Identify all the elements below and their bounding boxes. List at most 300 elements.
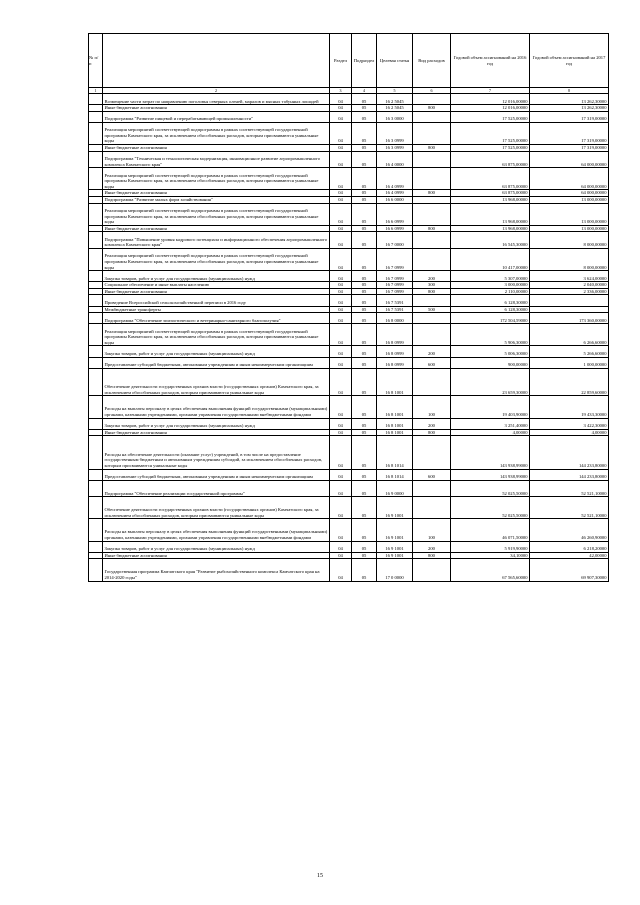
row-subsection-cell: 05 xyxy=(352,552,377,559)
table-row xyxy=(89,203,609,225)
row-amount-2016-cell: 16 545,30000 xyxy=(451,232,530,249)
header-col-subsection: Подраздел xyxy=(352,34,377,88)
row-amount-2016-cell: 3 000,00000 xyxy=(451,282,530,289)
row-expense-type-cell: 100 xyxy=(413,519,451,541)
row-name-cell: Возмещение части затрат по направлению поголовья северных оленей, маралов и мясных табунных лошадей xyxy=(103,94,330,105)
row-number-cell xyxy=(89,497,103,519)
row-amount-2017-cell: 4,00000 xyxy=(530,429,609,436)
row-target-cell: 16 3 0999 xyxy=(377,122,413,144)
row-amount-2017-cell xyxy=(530,295,609,306)
row-number-cell xyxy=(89,232,103,249)
row-subsection-cell: 05 xyxy=(352,519,377,541)
row-number-cell xyxy=(89,105,103,112)
row-amount-2017-cell: 2 336,00000 xyxy=(530,288,609,295)
row-amount-2017-cell: 2 040,00000 xyxy=(530,282,609,289)
table-row xyxy=(89,418,609,429)
row-target-cell: 16 9 1001 xyxy=(377,497,413,519)
row-target-cell: 16 9 0000 xyxy=(377,480,413,497)
table-row xyxy=(89,94,609,105)
row-name-cell: Иные бюджетные ассигнования xyxy=(103,288,330,295)
table-row xyxy=(89,225,609,232)
row-subsection-cell: 05 xyxy=(352,346,377,357)
row-amount-2017-cell xyxy=(530,306,609,313)
row-section-cell: 04 xyxy=(330,324,352,346)
row-amount-2017-cell: 6 218,20000 xyxy=(530,541,609,552)
row-section-cell: 04 xyxy=(330,480,352,497)
row-section-cell: 04 xyxy=(330,418,352,429)
row-expense-type-cell xyxy=(413,324,451,346)
row-name-cell: Подпрограмма "Обеспечение эпизоотического и ветеринарно-санитарного благополучия" xyxy=(103,313,330,324)
row-name-cell: Расходы на выплаты персоналу в целях обеспечения выполнения функций государственными (муниципальными) органами, казенными учреждениями, органами управления государственными внебюджетными фондами xyxy=(103,519,330,541)
column-number: 3 xyxy=(330,88,352,94)
row-target-cell: 16 8 0999 xyxy=(377,357,413,368)
row-name-cell: Реализация мероприятий соответствующей подпрограммы в рамках соответствующей государственной программы Камчатского края, за исключением обособленных расходов, которым присваиваются уникальные коды xyxy=(103,324,330,346)
row-section-cell: 04 xyxy=(330,497,352,519)
row-amount-2017-cell: 64 000,00000 xyxy=(530,168,609,190)
row-target-cell: 16 2 5045 xyxy=(377,105,413,112)
header-col-name xyxy=(103,34,330,88)
row-name-cell: Иные бюджетные ассигнования xyxy=(103,190,330,197)
row-subsection-cell: 05 xyxy=(352,122,377,144)
table-row xyxy=(89,559,609,581)
row-name-cell: Иные бюджетные ассигнования xyxy=(103,144,330,151)
row-name-cell: Подпрограмма "Техническая и технологическая модернизация, инновационное развитие агропромышленного комплекса Камчатского края" xyxy=(103,151,330,168)
row-amount-2016-cell: 63 875,00000 xyxy=(451,190,530,197)
table-row xyxy=(89,196,609,203)
row-amount-2016-cell: 17 525,00000 xyxy=(451,144,530,151)
row-amount-2017-cell: 52 521,10000 xyxy=(530,497,609,519)
row-subsection-cell: 05 xyxy=(352,151,377,168)
row-target-cell: 16 3 0000 xyxy=(377,111,413,122)
row-amount-2016-cell: 10 417,00000 xyxy=(451,249,530,271)
row-subsection-cell: 05 xyxy=(352,324,377,346)
row-expense-type-cell xyxy=(413,480,451,497)
header-col-expense-type: Вид расходов xyxy=(413,34,451,88)
row-subsection-cell: 05 xyxy=(352,497,377,519)
row-expense-type-cell xyxy=(413,295,451,306)
row-target-cell: 16 6 0999 xyxy=(377,225,413,232)
row-section-cell: 04 xyxy=(330,368,352,396)
row-expense-type-cell: 800 xyxy=(413,225,451,232)
row-number-cell xyxy=(89,196,103,203)
row-expense-type-cell: 800 xyxy=(413,288,451,295)
row-expense-type-cell: 800 xyxy=(413,190,451,197)
row-name-cell: Закупка товаров, работ и услуг для государственных (муниципальных) нужд xyxy=(103,346,330,357)
row-section-cell: 04 xyxy=(330,196,352,203)
row-expense-type-cell: 800 xyxy=(413,552,451,559)
row-target-cell: 16 8 1001 xyxy=(377,396,413,418)
row-target-cell: 16 7 0999 xyxy=(377,288,413,295)
row-amount-2016-cell: 63 875,00000 xyxy=(451,151,530,168)
row-amount-2016-cell: 143 938,99000 xyxy=(451,436,530,469)
row-name-cell: Подпрограмма "Развитие пищевой и перерабатывающей промышленности" xyxy=(103,111,330,122)
row-section-cell: 04 xyxy=(330,357,352,368)
row-name-cell: Иные бюджетные ассигнования xyxy=(103,552,330,559)
row-target-cell: 16 8 1001 xyxy=(377,368,413,396)
row-number-cell xyxy=(89,324,103,346)
row-amount-2016-cell: 12 016,00000 xyxy=(451,105,530,112)
row-amount-2017-cell: 64 000,00000 xyxy=(530,151,609,168)
row-number-cell xyxy=(89,418,103,429)
row-name-cell: Реализация мероприятий соответствующей подпрограммы в рамках соответствующей государственной программы Камчатского края, за исключением обособленных расходов, которым присваиваются уникальные коды xyxy=(103,122,330,144)
row-expense-type-cell: 600 xyxy=(413,469,451,480)
row-target-cell: 16 8 0000 xyxy=(377,313,413,324)
row-amount-2016-cell: 19 403,90000 xyxy=(451,396,530,418)
row-number-cell xyxy=(89,429,103,436)
row-number-cell xyxy=(89,357,103,368)
row-expense-type-cell xyxy=(413,249,451,271)
row-amount-2017-cell: 173 360,00000 xyxy=(530,313,609,324)
row-subsection-cell: 05 xyxy=(352,225,377,232)
row-expense-type-cell xyxy=(413,111,451,122)
row-number-cell xyxy=(89,469,103,480)
row-subsection-cell: 05 xyxy=(352,295,377,306)
row-name-cell: Иные бюджетные ассигнования xyxy=(103,429,330,436)
row-amount-2017-cell: 13 262,30000 xyxy=(530,105,609,112)
row-amount-2017-cell: 144 233,80000 xyxy=(530,469,609,480)
row-amount-2016-cell: 900,00000 xyxy=(451,357,530,368)
row-number-cell xyxy=(89,313,103,324)
row-amount-2016-cell: 12 016,00000 xyxy=(451,94,530,105)
row-subsection-cell: 05 xyxy=(352,357,377,368)
row-amount-2017-cell: 5 266,60000 xyxy=(530,346,609,357)
row-amount-2017-cell: 42,00000 xyxy=(530,552,609,559)
header-col-2017: Годовой объем ассигнований на 2017 год xyxy=(530,34,609,88)
row-number-cell xyxy=(89,94,103,105)
row-expense-type-cell: 100 xyxy=(413,396,451,418)
row-number-cell xyxy=(89,168,103,190)
row-amount-2016-cell: 46 071,50000 xyxy=(451,519,530,541)
row-amount-2016-cell: 17 525,00000 xyxy=(451,111,530,122)
row-section-cell: 04 xyxy=(330,249,352,271)
row-target-cell: 16 6 0999 xyxy=(377,203,413,225)
row-expense-type-cell: 300 xyxy=(413,282,451,289)
row-subsection-cell: 05 xyxy=(352,396,377,418)
table-row xyxy=(89,271,609,282)
row-section-cell: 04 xyxy=(330,151,352,168)
row-expense-type-cell: 500 xyxy=(413,306,451,313)
row-subsection-cell: 05 xyxy=(352,418,377,429)
table-row xyxy=(89,105,609,112)
row-number-cell xyxy=(89,541,103,552)
row-name-cell: Закупка товаров, работ и услуг для государственных (муниципальных) нужд xyxy=(103,271,330,282)
row-name-cell: Закупка товаров, работ и услуг для государственных (муниципальных) нужд xyxy=(103,418,330,429)
row-target-cell: 16 7 0999 xyxy=(377,249,413,271)
row-number-cell xyxy=(89,368,103,396)
table-row xyxy=(89,282,609,289)
row-number-cell xyxy=(89,288,103,295)
table-body xyxy=(89,94,609,582)
budget-table xyxy=(88,33,609,582)
row-subsection-cell: 05 xyxy=(352,436,377,469)
row-section-cell: 04 xyxy=(330,396,352,418)
row-subsection-cell: 05 xyxy=(352,429,377,436)
row-target-cell: 16 7 0000 xyxy=(377,232,413,249)
row-section-cell: 04 xyxy=(330,288,352,295)
row-amount-2016-cell: 13 968,00000 xyxy=(451,196,530,203)
row-number-cell xyxy=(89,225,103,232)
row-expense-type-cell: 200 xyxy=(413,418,451,429)
row-expense-type-cell: 800 xyxy=(413,429,451,436)
row-subsection-cell: 05 xyxy=(352,469,377,480)
row-section-cell: 04 xyxy=(330,282,352,289)
header-col-2016: Годовой объем ассигнований на 2016 год xyxy=(451,34,530,88)
row-name-cell: Реализация мероприятий соответствующей подпрограммы в рамках соответствующей государственной программы Камчатского края, за исключением обособленных расходов, которым присваиваются уникальные коды xyxy=(103,168,330,190)
row-section-cell: 04 xyxy=(330,271,352,282)
row-amount-2017-cell: 6 266,60000 xyxy=(530,324,609,346)
row-section-cell: 04 xyxy=(330,541,352,552)
row-target-cell: 16 6 0000 xyxy=(377,196,413,203)
row-name-cell: Социальное обеспечение и иные выплаты населению xyxy=(103,282,330,289)
row-subsection-cell: 05 xyxy=(352,232,377,249)
row-section-cell: 04 xyxy=(330,232,352,249)
row-target-cell: 16 4 0999 xyxy=(377,168,413,190)
row-target-cell: 16 3 0999 xyxy=(377,144,413,151)
row-expense-type-cell: 800 xyxy=(413,144,451,151)
column-number: 5 xyxy=(377,88,413,94)
row-amount-2016-cell: 13 968,00000 xyxy=(451,203,530,225)
row-target-cell: 16 4 0999 xyxy=(377,190,413,197)
row-section-cell: 04 xyxy=(330,559,352,581)
row-name-cell: Расходы на выплаты персоналу в целях обеспечения выполнения функций государственными (муниципальными) органами, казенными учреждениями, органами управления государственными внебюджетными фондами xyxy=(103,396,330,418)
row-subsection-cell: 05 xyxy=(352,368,377,396)
row-name-cell: Реализация мероприятий соответствующей подпрограммы в рамках соответствующей государственной программы Камчатского края, за исключением обособленных расходов, которым присваиваются уникальные коды xyxy=(103,203,330,225)
row-subsection-cell: 05 xyxy=(352,288,377,295)
table-row xyxy=(89,436,609,469)
row-expense-type-cell xyxy=(413,94,451,105)
row-name-cell: Иные бюджетные ассигнования xyxy=(103,225,330,232)
column-number: 4 xyxy=(352,88,377,94)
row-section-cell: 04 xyxy=(330,111,352,122)
row-amount-2016-cell: 5 006,30000 xyxy=(451,346,530,357)
row-name-cell: Проведение Всероссийской сельскохозяйственной переписи в 2016 году xyxy=(103,295,330,306)
row-amount-2016-cell: 5 919,90000 xyxy=(451,541,530,552)
row-amount-2017-cell: 17 319,00000 xyxy=(530,122,609,144)
row-section-cell: 04 xyxy=(330,519,352,541)
row-subsection-cell: 05 xyxy=(352,313,377,324)
row-name-cell: Обеспечение деятельности государственных органов власти (государственных органов) Камчатского края, за исключением обособленных расходов, которым присваиваются уникальные коды xyxy=(103,497,330,519)
table-row xyxy=(89,552,609,559)
row-expense-type-cell: 200 xyxy=(413,541,451,552)
row-expense-type-cell: 800 xyxy=(413,105,451,112)
row-section-cell: 04 xyxy=(330,94,352,105)
row-section-cell: 04 xyxy=(330,190,352,197)
row-name-cell: Государственная программа Камчатского края "Развитие рыбохозяйственного комплекса Камчатского края на 2014-2020 годы" xyxy=(103,559,330,581)
row-amount-2017-cell: 144 233,80000 xyxy=(530,436,609,469)
row-expense-type-cell: 200 xyxy=(413,346,451,357)
table-row xyxy=(89,122,609,144)
row-subsection-cell: 05 xyxy=(352,306,377,313)
row-expense-type-cell xyxy=(413,203,451,225)
row-number-cell xyxy=(89,122,103,144)
row-amount-2016-cell: 63 875,00000 xyxy=(451,168,530,190)
row-target-cell: 16 7 5391 xyxy=(377,295,413,306)
table-row xyxy=(89,144,609,151)
row-amount-2017-cell: 13 000,00000 xyxy=(530,225,609,232)
row-section-cell: 04 xyxy=(330,552,352,559)
row-subsection-cell: 05 xyxy=(352,249,377,271)
header-col-section: Раздел xyxy=(330,34,352,88)
row-amount-2016-cell: 5 906,30000 xyxy=(451,324,530,346)
row-amount-2016-cell: 2 110,00000 xyxy=(451,288,530,295)
table-row xyxy=(89,368,609,396)
column-number: 7 xyxy=(451,88,530,94)
table-row xyxy=(89,288,609,295)
row-section-cell: 04 xyxy=(330,429,352,436)
row-subsection-cell: 05 xyxy=(352,282,377,289)
table-row xyxy=(89,480,609,497)
row-subsection-cell: 05 xyxy=(352,105,377,112)
row-amount-2017-cell: 46 260,90000 xyxy=(530,519,609,541)
row-number-cell xyxy=(89,559,103,581)
row-amount-2017-cell: 13 000,00000 xyxy=(530,196,609,203)
row-target-cell: 16 8 0999 xyxy=(377,346,413,357)
row-number-cell xyxy=(89,190,103,197)
row-section-cell: 04 xyxy=(330,225,352,232)
row-target-cell: 16 8 0999 xyxy=(377,324,413,346)
table-row xyxy=(89,306,609,313)
row-name-cell: Подпрограмма "Повышение уровня кадрового потенциала и информационного обеспечения агропромышленного комплекса Камчатского края" xyxy=(103,232,330,249)
row-target-cell: 16 8 1001 xyxy=(377,418,413,429)
row-target-cell: 16 7 0999 xyxy=(377,282,413,289)
row-amount-2017-cell: 8 000,00000 xyxy=(530,232,609,249)
row-number-cell xyxy=(89,144,103,151)
column-number: 8 xyxy=(530,88,609,94)
row-number-cell xyxy=(89,396,103,418)
row-name-cell: Предоставление субсидий бюджетным, автономным учреждениям и иным некоммерческим организациям xyxy=(103,469,330,480)
row-target-cell: 16 7 5391 xyxy=(377,306,413,313)
row-amount-2016-cell: 6 128,30000 xyxy=(451,295,530,306)
row-section-cell: 04 xyxy=(330,203,352,225)
row-target-cell: 16 9 1001 xyxy=(377,519,413,541)
row-section-cell: 04 xyxy=(330,469,352,480)
table-row xyxy=(89,249,609,271)
row-expense-type-cell xyxy=(413,497,451,519)
row-amount-2017-cell: 64 000,00000 xyxy=(530,190,609,197)
table-row xyxy=(89,295,609,306)
row-amount-2016-cell: 52 025,50000 xyxy=(451,497,530,519)
row-expense-type-cell xyxy=(413,151,451,168)
row-amount-2017-cell: 17 319,00000 xyxy=(530,144,609,151)
row-section-cell: 04 xyxy=(330,436,352,469)
row-number-cell xyxy=(89,111,103,122)
row-target-cell: 16 4 0000 xyxy=(377,151,413,168)
row-subsection-cell: 05 xyxy=(352,94,377,105)
table-row xyxy=(89,190,609,197)
row-target-cell: 17 0 0000 xyxy=(377,559,413,581)
row-amount-2017-cell: 3 422,30000 xyxy=(530,418,609,429)
row-subsection-cell: 05 xyxy=(352,168,377,190)
row-section-cell: 04 xyxy=(330,144,352,151)
row-target-cell: 16 7 0999 xyxy=(377,271,413,282)
row-expense-type-cell xyxy=(413,196,451,203)
row-amount-2016-cell: 5 307,00000 xyxy=(451,271,530,282)
row-expense-type-cell xyxy=(413,436,451,469)
row-name-cell: Предоставление субсидий бюджетным, автономным учреждениям и иным некоммерческим организациям xyxy=(103,357,330,368)
row-section-cell: 04 xyxy=(330,168,352,190)
table-row xyxy=(89,541,609,552)
header-col-target: Целевая статья xyxy=(377,34,413,88)
table-row xyxy=(89,519,609,541)
row-target-cell: 16 9 1001 xyxy=(377,552,413,559)
row-amount-2016-cell: 23 659,30000 xyxy=(451,368,530,396)
row-amount-2017-cell: 69 907,30000 xyxy=(530,559,609,581)
row-expense-type-cell xyxy=(413,122,451,144)
row-amount-2017-cell: 22 859,60000 xyxy=(530,368,609,396)
row-target-cell: 16 2 5045 xyxy=(377,94,413,105)
row-amount-2016-cell: 6 128,30000 xyxy=(451,306,530,313)
header-row xyxy=(89,34,609,88)
row-name-cell: Расходы на обеспечение деятельности (оказание услуг) учреждений, в том числе на предоставление государственным бюджетным и автономным учреждениям субсидий, за исключением обособленных расходов, которым присваиваются уникальные коды xyxy=(103,436,330,469)
row-subsection-cell: 05 xyxy=(352,111,377,122)
row-number-cell xyxy=(89,552,103,559)
row-name-cell: Подпрограмма "Развитие малых форм хозяйствования" xyxy=(103,196,330,203)
table-row xyxy=(89,429,609,436)
row-subsection-cell: 05 xyxy=(352,271,377,282)
row-amount-2016-cell: 34,10000 xyxy=(451,552,530,559)
row-number-cell xyxy=(89,519,103,541)
row-expense-type-cell: 200 xyxy=(413,271,451,282)
table-row xyxy=(89,497,609,519)
row-amount-2016-cell: 13 968,00000 xyxy=(451,225,530,232)
table-row xyxy=(89,346,609,357)
row-expense-type-cell xyxy=(413,232,451,249)
row-target-cell: 16 8 1001 xyxy=(377,429,413,436)
row-amount-2017-cell: 13 262,30000 xyxy=(530,94,609,105)
row-expense-type-cell xyxy=(413,368,451,396)
row-section-cell: 04 xyxy=(330,295,352,306)
row-target-cell: 16 8 1014 xyxy=(377,469,413,480)
column-number: 6 xyxy=(413,88,451,94)
row-amount-2017-cell: 3 624,00000 xyxy=(530,271,609,282)
row-section-cell: 04 xyxy=(330,105,352,112)
row-amount-2016-cell: 52 025,50000 xyxy=(451,480,530,497)
table-row xyxy=(89,232,609,249)
row-amount-2016-cell: 17 525,00000 xyxy=(451,122,530,144)
row-expense-type-cell: 600 xyxy=(413,357,451,368)
row-section-cell: 04 xyxy=(330,122,352,144)
table-row xyxy=(89,111,609,122)
row-expense-type-cell xyxy=(413,168,451,190)
row-subsection-cell: 05 xyxy=(352,196,377,203)
row-number-cell xyxy=(89,295,103,306)
row-amount-2016-cell: 67 565,60000 xyxy=(451,559,530,581)
column-number: 2 xyxy=(103,88,330,94)
row-amount-2017-cell: 52 521,10000 xyxy=(530,480,609,497)
row-number-cell xyxy=(89,203,103,225)
column-number: 1 xyxy=(89,88,103,94)
table-row xyxy=(89,151,609,168)
row-section-cell: 04 xyxy=(330,313,352,324)
table-row xyxy=(89,313,609,324)
row-name-cell: Межбюджетные трансферты xyxy=(103,306,330,313)
row-section-cell: 04 xyxy=(330,306,352,313)
header-col-num: № п/п xyxy=(89,34,103,88)
page-number: 15 xyxy=(317,873,323,879)
row-amount-2017-cell: 1 000,00000 xyxy=(530,357,609,368)
table-row xyxy=(89,168,609,190)
row-amount-2017-cell: 17 319,00000 xyxy=(530,111,609,122)
row-number-cell xyxy=(89,282,103,289)
row-subsection-cell: 05 xyxy=(352,559,377,581)
row-expense-type-cell xyxy=(413,313,451,324)
row-target-cell: 16 9 1001 xyxy=(377,541,413,552)
row-name-cell: Подпрограмма "Обеспечение реализации государственной программы" xyxy=(103,480,330,497)
row-subsection-cell: 05 xyxy=(352,190,377,197)
row-amount-2016-cell: 143 938,99000 xyxy=(451,469,530,480)
row-number-cell xyxy=(89,306,103,313)
row-section-cell: 04 xyxy=(330,346,352,357)
